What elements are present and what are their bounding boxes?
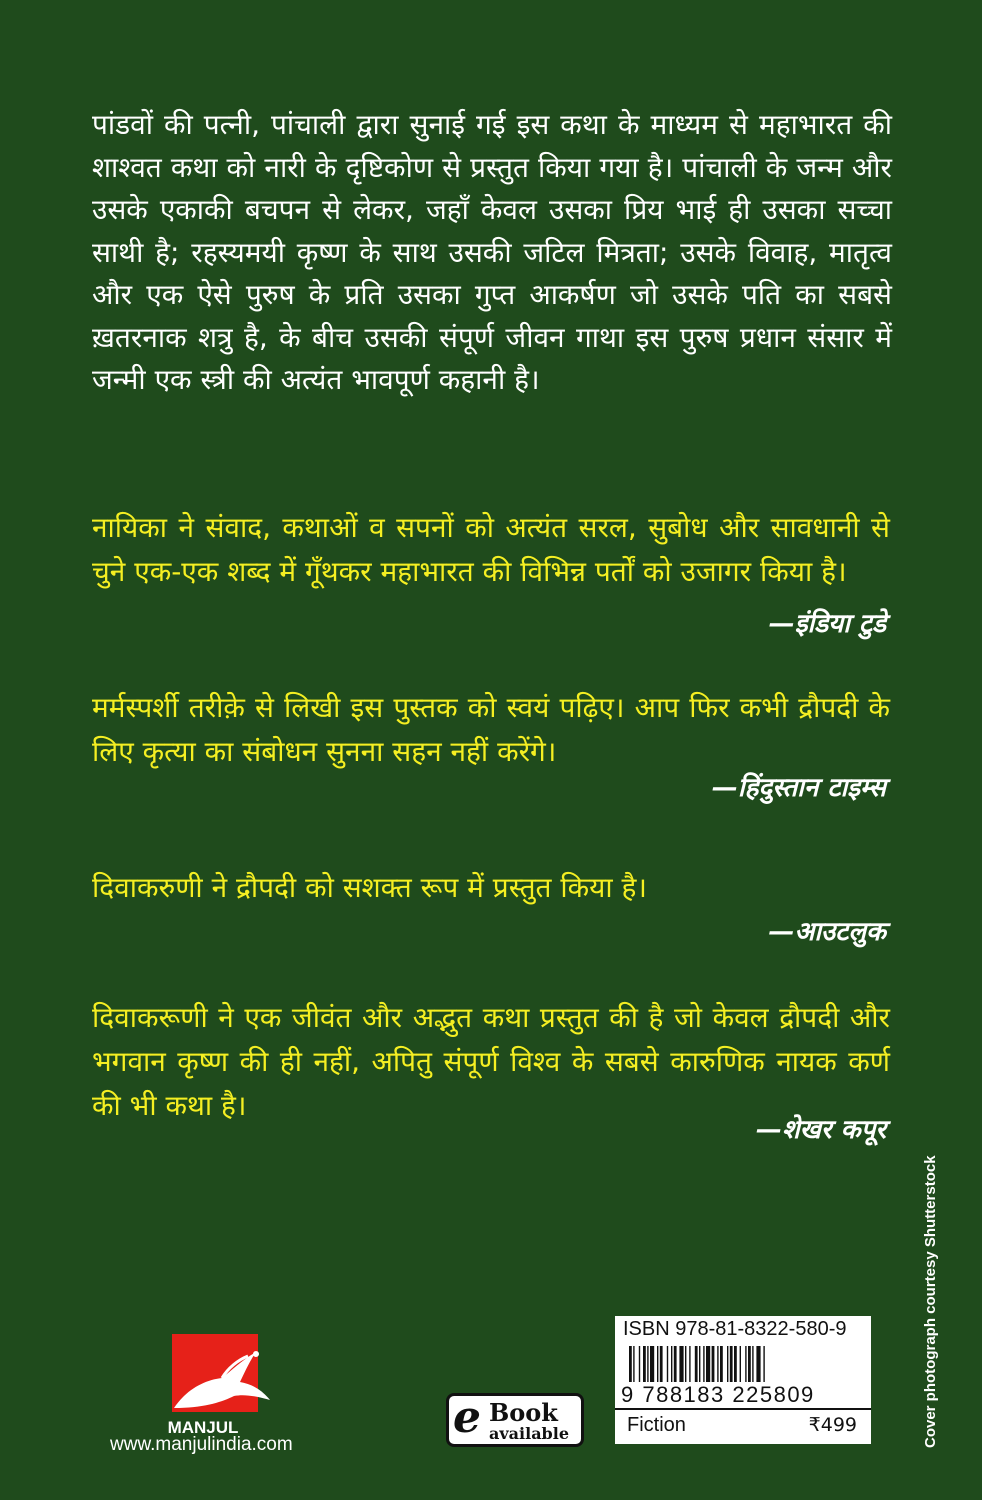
isbn-number: ISBN 978-81-8322-580-9: [623, 1318, 847, 1340]
review-source-1: —इंडिया टुडे: [768, 609, 886, 639]
photo-credit: Cover photograph courtesy Shutterstock: [922, 1155, 939, 1448]
isbn-divider: [615, 1408, 871, 1410]
ebook-book-word: Book: [489, 1398, 558, 1427]
crane-bird-icon: [152, 1330, 282, 1426]
review-source-4: —शेखर कपूर: [755, 1115, 886, 1145]
review-quote-4: दिवाकरूणी ने एक जीवंत और अद्भुत कथा प्रस्तुत की है जो केवल द्रौपदी और भगवान कृष्ण की ही नहीं, अपितु संपूर्ण विश्व के सबसे कारुणिक नायक कर्ण की भी कथा है।: [92, 1001, 890, 1122]
synopsis-text: पांडवों की पत्नी, पांचाली द्वारा सुनाई गई इस कथा के माध्यम से महाभारत की शाश्वत कथा को नारी के दृष्टिकोण से प्रस्तुत किया गया है। पांचाली के जन्म और उसके एकाकी बचपन से लेकर, जहाँ केवल उसका प्रिय भाई ही उसका सच्चा साथी है; रहस्यमयी कृष्ण के साथ उसकी जटिल मित्रता; उसके विवाह, मातृत्व और एक ऐसे पुरुष के प्रति उसका गुप्त आकर्षण जो उसके पति का सबसे ख़तरनाक शत्रु है, के बीच उसकी संपूर्ण जीवन गाथा इस पुरुष प्रधान संसार में जन्मी एक स्त्री की अत्यंत भावपूर्ण कहानी है।: [92, 108, 892, 396]
barcode-digits: 9 788183 225809: [621, 1382, 815, 1407]
ebook-e-letter: e: [453, 1392, 481, 1443]
isbn-barcode-block: [615, 1316, 871, 1444]
book-category: Fiction: [627, 1414, 686, 1436]
review-source-3: —आउटलुक: [768, 917, 886, 947]
review-quote-1: नायिका ने संवाद, कथाओं व सपनों को अत्यंत सरल, सुबोध और सावधानी से चुने एक-एक शब्द में गूँथकर महाभारत की विभिन्न पर्तों को उजागर किया है।: [92, 511, 890, 588]
publisher-website: www.manjulindia.com: [110, 1434, 293, 1455]
review-quote-2: मर्मस्पर्शी तरीक़े से लिखी इस पुस्तक को स्वयं पढ़िए। आप फिर कभी द्रौपदी के लिए कृत्या का संबोधन सुनना सहन नहीं करेंगे।: [92, 691, 890, 768]
ebook-available-badge: [446, 1393, 584, 1447]
book-price: ₹499: [808, 1414, 857, 1436]
review-quote-3: दिवाकरुणी ने द्रौपदी को सशक्त रूप में प्रस्तुत किया है।: [92, 871, 648, 904]
ebook-status: available: [489, 1424, 569, 1443]
publisher-name: MANJUL: [167, 1418, 239, 1437]
review-source-2: —हिंदुस्तान टाइम्स: [711, 773, 886, 803]
publisher-logo: [152, 1330, 282, 1426]
